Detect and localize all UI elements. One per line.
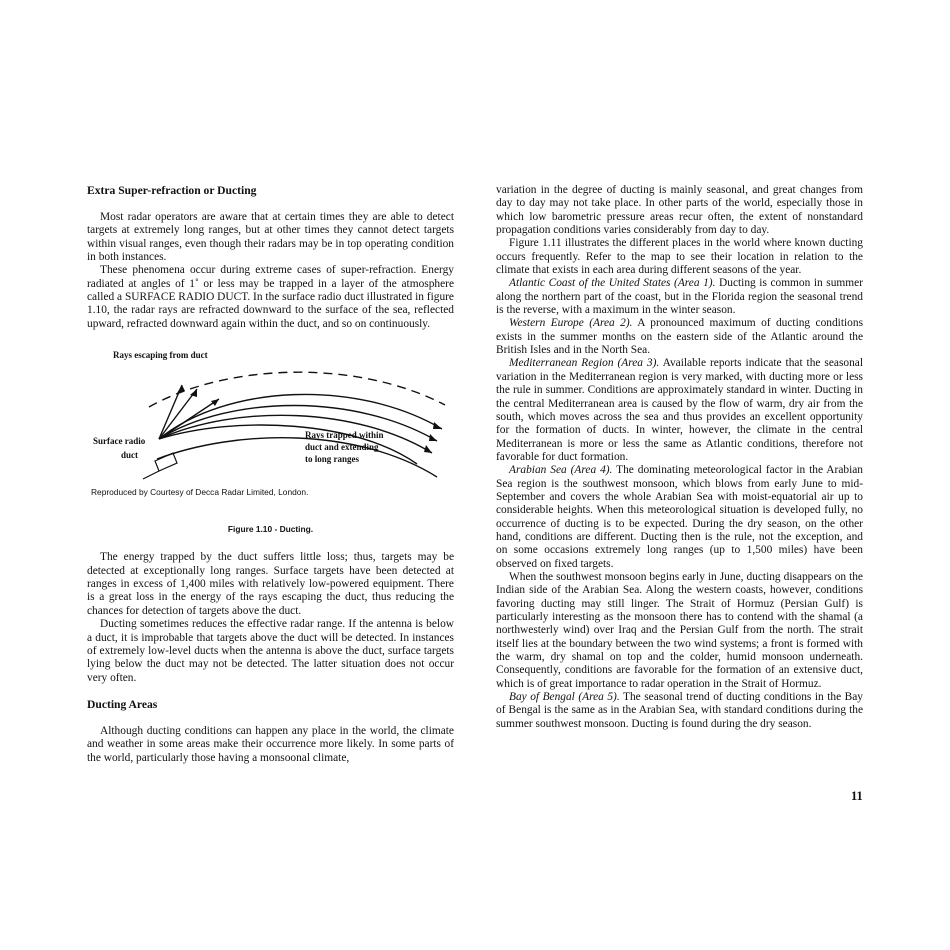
area-body: The seasonal trend of ducting conditions in the Bay of Bengal is the same as in the Arabian Sea, with standard conditions during the summer southwest monsoon. Ducting is found during the dry season. xyxy=(496,691,863,730)
area-body: A pronounced maximum of ducting conditions exists in the summer months on the eastern side of the Atlantic around the British Isles and in the North Sea. xyxy=(496,317,864,357)
ducting-figure xyxy=(87,349,454,507)
area-title: Bay of Bengal (Area 5). xyxy=(509,691,620,704)
left-column xyxy=(87,184,454,765)
paragraph-arabian-sea xyxy=(496,464,863,571)
area-body: Ducting is common in summer along the northern part of the coast, but in the Florida region the seasonal trend is the reverse, with a maximum in the winter season. xyxy=(496,277,863,317)
duct-boundary-dashed xyxy=(149,372,445,407)
figure-credit: Reproduced by Courtesy of Decca Radar Limited, London. xyxy=(91,487,309,498)
ducting-diagram xyxy=(87,349,454,507)
antenna-box xyxy=(155,453,177,471)
label-surface-radio-duct-2: duct xyxy=(121,450,139,461)
paragraph: Figure 1.11 illustrates the different places in the world where known ducting occurs frequently. Refer to the map to see their location in relation to the climate that exists in each area during different seasons of the year. xyxy=(496,237,863,277)
paragraph: These phenomena occur during extreme cases of super-refraction. Energy radiated at angles of 1˚ or less may be trapped in a layer of the atmosphere called a SURFACE RADIO DUCT. In the surface radio duct illustrated in figure 1.10, the radar rays are refracted downward to the surface of the sea, reflected upward, refracted downward again within the duct, and so on continuously. xyxy=(87,264,454,330)
figure-caption: Figure 1.10 - Ducting. xyxy=(227,524,314,535)
paragraph: The energy trapped by the duct suffers little loss; thus, targets may be detected at exceptionally long ranges. Surface targets have been detected at ranges in excess of 1,400 miles with relatively low-powered equipment. There is a great loss in the energy of the rays escaping the duct, thus reducing the chances for detection of targets above the duct. xyxy=(87,551,454,617)
paragraph: variation in the degree of ducting is mainly seasonal, and great changes from day to day may not take place. In other parts of the world, especially those in which low barometric pressure areas recur often, the extent of nonstandard propagation conditions varies considerably from day to day. xyxy=(496,184,863,237)
page-number: 11 xyxy=(851,789,863,803)
trapped-ray xyxy=(159,395,442,440)
area-body: Available reports indicate that the seasonal variation in the Mediterranean region is very marked, with ducting more or less the rule in summer. Conditions are approximately standard in winter. Ducting in the central Mediterranean area is caused by the flow of warm, dry air from the south, which moves across the sea and thus provides an excellent opportunity for the formation of ducts. In winter, however, the climate in the central Mediterranean is more or less the same as Atlantic conditions, therefore not favorable for duct formation. xyxy=(496,357,864,463)
area-title: Western Europe (Area 2). xyxy=(509,317,633,330)
area-title: Atlantic Coast of the United States (Area 1). xyxy=(509,277,716,290)
paragraph: Although ducting conditions can happen any place in the world, the climate and weather in some areas make their occurrence more likely. In some parts of the world, particularly those having a monsoonal climate, xyxy=(87,724,454,764)
label-rays-trapped-3: to long ranges xyxy=(305,454,359,465)
heading-ducting-areas: Ducting Areas xyxy=(87,697,158,711)
paragraph: When the southwest monsoon begins early in June, ducting disappears on the Indian side of the Arabian Sea. Along the western coasts, however, conditions favoring ducting may still linger. The Strait of Hormuz (Persian Gulf) is particularly interesting as the monsoon there has to contend with the shamal (a northwesterly wind) over Iraq and the Persian Gulf from the north. The strait itself lies at the boundary between the two wind systems; a front is formed with the warm, dry shamal on top and the colder, humid monsoon underneath. Consequently, conditions are favorable for the formation of an extensive duct, which is of great importance to radar operation in the Strait of Hormuz. xyxy=(496,570,863,690)
area-title: Mediterranean Region (Area 3). xyxy=(509,357,660,370)
area-body: The dominating meteorological factor in the Arabian Sea region is the southwest monsoon, which blows from early June to mid-September and covers the whole Arabian Sea with moist-equatorial air up to considerable heights. When this meteorological situation is developed fully, no occurrence of ducting is to be expected. During the dry season, on the other hand, conditions are different. Ducting then is the rule, not the exception, and on some occasions extremely long ranges (up to 1,500 miles) have been observed on fixed targets. xyxy=(496,464,863,570)
label-rays-escaping: Rays escaping from duct xyxy=(113,350,208,361)
paragraph-bay-of-bengal xyxy=(496,691,863,731)
area-title: Arabian Sea (Area 4). xyxy=(509,464,613,477)
heading-extra-super-refraction: Extra Super-refraction or Ducting xyxy=(87,184,257,197)
paragraph: Ducting sometimes reduces the effective radar range. If the antenna is below a duct, it is improbable that targets above the duct will be detected. In instances of extremely low-level ducts when the antenna is above the duct, surface targets lying below the duct may not be detected. The latter situation does not occur very often. xyxy=(87,618,454,684)
right-column xyxy=(496,184,863,731)
paragraph-western-europe xyxy=(496,317,863,357)
label-rays-trapped-2: duct and extending xyxy=(305,442,379,453)
label-rays-trapped-1: Rays trapped within xyxy=(305,430,384,441)
paragraph-mediterranean xyxy=(496,357,863,464)
paragraph: Most radar operators are aware that at certain times they are able to detect targets at extremely long ranges, but at other times they cannot detect targets within visual ranges, even though their radars may be in top operating condition in both instances. xyxy=(87,211,454,264)
sea-surface-curve xyxy=(157,438,437,477)
label-surface-radio-duct-1: Surface radio xyxy=(93,436,146,447)
paragraph-atlantic xyxy=(496,277,863,317)
